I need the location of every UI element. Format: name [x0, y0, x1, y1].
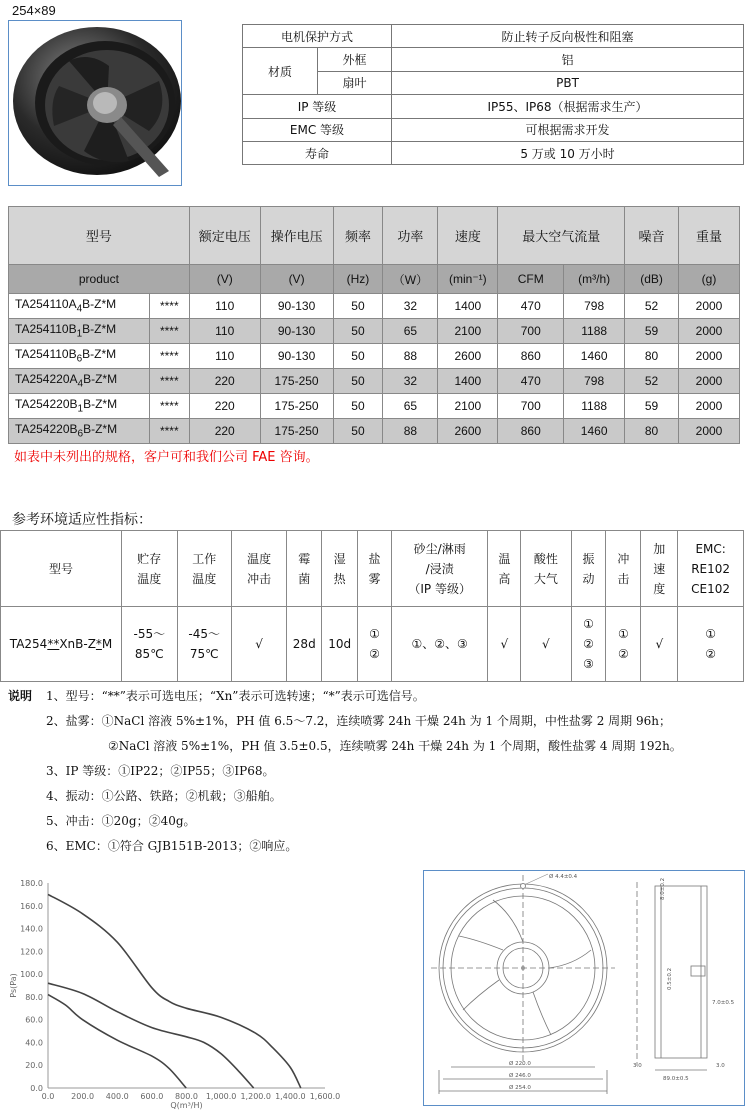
header-power: 功率: [383, 207, 438, 265]
unit-cfm: CFM: [498, 265, 564, 294]
noise-cell: 52: [625, 369, 679, 394]
power-cell: 32: [383, 294, 438, 319]
model-suffix: B-Z*M: [83, 372, 118, 387]
x-tick-label: 1,200.0: [240, 1092, 272, 1101]
y-tick-label: 160.0: [20, 901, 43, 911]
header-frequency: 频率: [333, 207, 383, 265]
m3h-cell: 798: [564, 369, 625, 394]
cell-line: -55〜: [133, 627, 166, 641]
cell-line: ③: [583, 657, 594, 671]
y-tick-label: 120.0: [20, 947, 43, 957]
env-emc-cell: [678, 607, 744, 682]
env-storage-cell: [122, 607, 177, 682]
x-tick-label: 0.0: [41, 1092, 55, 1101]
cell-line: ②: [705, 647, 716, 661]
noise-cell: 80: [625, 419, 679, 444]
model-suffix: B-Z*M: [82, 347, 117, 362]
model-text: TA254110B: [15, 347, 77, 362]
model-cell: [9, 394, 150, 419]
mark-cell: ****: [149, 419, 189, 444]
mark-cell: ****: [149, 319, 189, 344]
power-cell: 32: [383, 369, 438, 394]
speed-cell: 1400: [438, 294, 498, 319]
freq-cell: 50: [333, 344, 383, 369]
model-cell: [9, 294, 150, 319]
unit-m3h: (m³/h): [564, 265, 625, 294]
op-voltage-cell: 90-130: [260, 344, 333, 369]
speed-cell: 2600: [438, 344, 498, 369]
header-line: 击: [617, 571, 630, 586]
noise-cell: 80: [625, 344, 679, 369]
weight-cell: 2000: [679, 394, 740, 419]
env-header-shock-temp: [231, 531, 286, 607]
spec-sub-label: 外框: [318, 48, 392, 71]
series-line-2: [48, 983, 254, 1088]
header-rated-voltage: 额定电压: [189, 207, 260, 265]
env-mold-cell: 28d: [287, 607, 322, 682]
env-model-part: *: [95, 637, 102, 651]
x-tick-label: 400.0: [105, 1092, 129, 1101]
header-line: 振: [582, 551, 595, 566]
table-row: [9, 294, 740, 319]
y-tick-label: 100.0: [20, 970, 43, 980]
mark-cell: ****: [149, 294, 189, 319]
power-cell: 65: [383, 319, 438, 344]
unit-speed: (min⁻¹): [438, 265, 498, 294]
spec-label: 电机保护方式: [243, 25, 392, 48]
env-work-cell: [177, 607, 231, 682]
cell-line: ①: [617, 627, 629, 641]
mark-cell: ****: [149, 369, 189, 394]
op-voltage-cell: 175-250: [260, 419, 333, 444]
spec-value: 可根据需求开发: [392, 118, 744, 141]
dim-depth: 89.0±0.5: [663, 1076, 689, 1082]
y-tick-label: 60.0: [25, 1015, 43, 1025]
x-tick-label: 1,000.0: [205, 1092, 237, 1101]
env-model-part: TA254: [9, 637, 48, 651]
voltage-cell: 220: [189, 369, 260, 394]
series-line-3: [48, 995, 186, 1088]
dim-hole: Ø 4.4±0.4: [549, 874, 578, 880]
header-line: 动: [582, 571, 595, 586]
dim-d1: Ø 220.0: [509, 1061, 531, 1067]
fan-photo-image: [9, 21, 181, 185]
x-tick-label: 1,400.0: [275, 1092, 306, 1101]
header-line: 温度: [247, 551, 272, 566]
spec-row-protection: [243, 25, 744, 48]
header-line: 速: [653, 561, 666, 576]
noise-cell: 59: [625, 319, 679, 344]
env-header-impact: [606, 531, 641, 607]
freq-cell: 50: [333, 319, 383, 344]
table-row: [9, 369, 740, 394]
header-line: 温度: [137, 571, 162, 586]
header-line: 热: [333, 571, 346, 586]
header-line: 霉: [298, 551, 311, 566]
header-line: 雾: [368, 571, 381, 586]
mark-cell: ****: [149, 394, 189, 419]
env-header-mold: [287, 531, 322, 607]
env-model-part: M: [101, 637, 113, 651]
model-suffix: B-Z*M: [82, 297, 117, 312]
weight-cell: 2000: [679, 369, 740, 394]
dimension-drawing: [423, 870, 745, 1106]
model-subscript: 1: [77, 403, 84, 415]
x-tick-label: 200.0: [71, 1092, 95, 1101]
freq-cell: 50: [333, 369, 383, 394]
weight-cell: 2000: [679, 419, 740, 444]
unit-op-voltage: (V): [260, 265, 333, 294]
unit-power: （W）: [383, 265, 438, 294]
performance-chart: [0, 870, 345, 1110]
voltage-cell: 110: [189, 319, 260, 344]
voltage-cell: 110: [189, 344, 260, 369]
x-axis-title: Q(m³/H): [170, 1101, 203, 1110]
m3h-cell: 1460: [564, 344, 625, 369]
header-weight: 重量: [679, 207, 740, 265]
model-subscript: 4: [76, 303, 83, 315]
y-axis-title: Ps(Pa): [9, 973, 18, 998]
header-line: 大气: [533, 571, 558, 586]
header-line: 冲: [617, 551, 630, 566]
mark-cell: ****: [149, 344, 189, 369]
cell-line: ①: [369, 627, 380, 641]
op-voltage-cell: 175-250: [260, 394, 333, 419]
spec-value: 防止转子反向极性和阻塞: [392, 25, 744, 48]
spec-row-ip: [243, 95, 744, 118]
header-line: EMC:: [695, 541, 726, 556]
spec-row-material-frame: [243, 48, 744, 71]
model-text: TA254110B: [15, 322, 77, 337]
cell-line: ②: [617, 647, 629, 661]
spec-value: PBT: [392, 71, 744, 94]
noise-cell: 52: [625, 294, 679, 319]
model-subscript: 6: [76, 353, 83, 365]
header-line: 湿: [333, 551, 346, 566]
env-model-part: XnB-Z: [59, 637, 96, 651]
env-damp-cell: 10d: [322, 607, 358, 682]
header-operating-voltage: 操作电压: [260, 207, 333, 265]
power-cell: 88: [383, 419, 438, 444]
m3h-cell: 798: [564, 294, 625, 319]
x-tick-label: 1,600.0: [309, 1092, 341, 1101]
cell-line: ①: [705, 627, 716, 641]
op-voltage-cell: 90-130: [260, 294, 333, 319]
env-high-temp-cell: √: [488, 607, 521, 682]
model-text: TA254220B: [15, 397, 78, 412]
model-text: TA254110A: [15, 297, 77, 312]
y-tick-label: 180.0: [20, 879, 43, 888]
env-header-dust: [391, 531, 487, 607]
header-line: 贮存: [137, 551, 162, 566]
cfm-cell: 470: [498, 294, 564, 319]
notes-line-3: ②NaCl 溶液 5%±1%，PH 值 3.5±0.5，连续喷雾 24h 干燥 24h 为 1 个周期，酸性盐雾 4 周期 192h。: [108, 739, 682, 753]
notes-line-7: 6、EMC：①符合 GJB151B-2013；②响应。: [46, 839, 298, 853]
product-size-title: 254×89: [12, 3, 56, 18]
header-line: CE102: [691, 581, 731, 596]
header-line: 加: [653, 541, 666, 556]
model-cell: [9, 369, 150, 394]
model-subscript: 4: [77, 378, 84, 390]
env-table-row: [1, 607, 744, 682]
model-suffix: B-Z*M: [82, 322, 117, 337]
env-table: [0, 530, 744, 682]
op-voltage-cell: 90-130: [260, 319, 333, 344]
product-table: [8, 206, 740, 444]
cell-line: ②: [369, 647, 380, 661]
mount-hole: [521, 884, 526, 889]
spec-table: [242, 24, 744, 165]
header-line: /浸渍: [425, 561, 454, 576]
env-header-accel: [641, 531, 678, 607]
header-line: 冲击: [247, 571, 272, 586]
center-dot: [521, 966, 525, 970]
spec-label: 寿命: [243, 141, 392, 164]
env-header-work: [177, 531, 231, 607]
unit-frequency: (Hz): [333, 265, 383, 294]
notes-line-1: [8, 684, 682, 709]
speed-cell: 2600: [438, 419, 498, 444]
m3h-cell: 1460: [564, 419, 625, 444]
model-cell: [9, 344, 150, 369]
header-line: 高: [498, 571, 511, 586]
table-row: [9, 319, 740, 344]
cell-line: 75℃: [189, 647, 219, 661]
model-subscript: 1: [76, 328, 83, 340]
spec-value: 5 万或 10 万小时: [392, 141, 744, 164]
header-line: RE102: [691, 561, 731, 576]
notes-label: 说明: [8, 689, 33, 703]
model-suffix: B-Z*M: [83, 422, 118, 437]
y-tick-label: 40.0: [25, 1038, 43, 1048]
voltage-cell: 110: [189, 294, 260, 319]
dim-side-2: 0.5±0.2: [667, 967, 673, 990]
header-line: 酸性: [533, 551, 558, 566]
x-tick-label: 800.0: [175, 1092, 198, 1101]
cfm-cell: 860: [498, 344, 564, 369]
table-row: [9, 419, 740, 444]
spec-row-life: [243, 141, 744, 164]
product-table-header: [9, 207, 740, 265]
spec-sub-label: 扇叶: [318, 71, 392, 94]
env-section-title: 参考环境适应性指标：: [12, 512, 152, 528]
header-line: 度: [653, 581, 666, 596]
cfm-cell: 700: [498, 319, 564, 344]
power-cell: 65: [383, 394, 438, 419]
env-model-part: **: [47, 637, 60, 651]
model-text: TA254220B: [15, 422, 78, 437]
header-line: 砂尘/淋雨: [413, 541, 466, 556]
spec-row-material-blade: [243, 71, 744, 94]
m3h-cell: 1188: [564, 319, 625, 344]
env-header-high-temp: [488, 531, 521, 607]
model-suffix: B-Z*M: [83, 397, 118, 412]
x-tick-label: 600.0: [140, 1092, 164, 1101]
spec-value: IP55、IP68（根据需求生产）: [392, 95, 744, 118]
note-text: 1、型号：“**”表示可选电压；“Xn”表示可选转速；“*”表示可选信号。: [46, 689, 425, 703]
env-header-emc: [678, 531, 744, 607]
speed-cell: 2100: [438, 319, 498, 344]
header-line: 工作: [192, 551, 217, 566]
env-header-damp: [322, 531, 358, 607]
notes-line-4: 3、IP 等级：①IP22；②IP55；③IP68。: [46, 764, 275, 778]
cell-line: ②: [583, 637, 594, 651]
table-row: [9, 394, 740, 419]
env-header-salt: [358, 531, 392, 607]
speed-cell: 2100: [438, 394, 498, 419]
header-noise: 噪音: [625, 207, 679, 265]
header-line: 盐: [368, 551, 381, 566]
dim-d3: Ø 254.0: [509, 1085, 531, 1091]
env-accel-cell: √: [641, 607, 678, 682]
cell-line: -45〜: [188, 627, 220, 641]
header-speed: 速度: [438, 207, 498, 265]
y-tick-label: 0.0: [30, 1084, 43, 1093]
op-voltage-cell: 175-250: [260, 369, 333, 394]
notes-line-2: 2、盐雾：①NaCl 溶液 5%±1%，PH 值 6.5〜7.2，连续喷雾 24h 干燥 24h 为 1 个周期，中性盐雾 2 周期 96h；: [46, 714, 671, 728]
spec-label: EMC 等级: [243, 118, 392, 141]
model-cell: [9, 319, 150, 344]
env-acid-cell: √: [521, 607, 571, 682]
y-tick-label: 80.0: [25, 992, 43, 1002]
env-header-model: 型号: [1, 531, 122, 607]
header-model: 型号: [9, 207, 190, 265]
notes-section: [8, 684, 682, 859]
env-header-vibration: [571, 531, 606, 607]
header-line: （IP 等级）: [408, 581, 471, 596]
y-tick-label: 140.0: [20, 924, 43, 934]
notes-line-5: 4、振动：①公路、铁路；②机载；③船舶。: [46, 789, 282, 803]
model-cell: [9, 419, 150, 444]
cell-line: ①: [583, 617, 594, 631]
env-impact-cell: [606, 607, 641, 682]
cell-line: 85℃: [134, 647, 164, 661]
header-line: 温: [498, 551, 511, 566]
unit-voltage: (V): [189, 265, 260, 294]
env-salt-cell: [358, 607, 392, 682]
speed-cell: 1400: [438, 369, 498, 394]
spec-value: 铝: [392, 48, 744, 71]
m3h-cell: 1188: [564, 394, 625, 419]
weight-cell: 2000: [679, 344, 740, 369]
unit-noise: (dB): [625, 265, 679, 294]
spec-label: IP 等级: [243, 95, 392, 118]
env-dust-cell: ①、②、③: [391, 607, 487, 682]
env-shock-temp-cell: √: [231, 607, 286, 682]
header-airflow: 最大空气流量: [498, 207, 625, 265]
weight-cell: 2000: [679, 319, 740, 344]
cfm-cell: 860: [498, 419, 564, 444]
spec-label: 材质: [243, 48, 318, 95]
series-line-1: [48, 894, 301, 1088]
dim-side-3: 7.0±0.5: [712, 1000, 735, 1006]
notes-line-6: 5、冲击：①20g；②40g。: [46, 814, 196, 828]
dim-side-1: 8.0±0.2: [660, 877, 666, 900]
voltage-cell: 220: [189, 419, 260, 444]
env-header-storage: [122, 531, 177, 607]
spec-row-emc: [243, 118, 744, 141]
cfm-cell: 700: [498, 394, 564, 419]
y-tick-label: 20.0: [25, 1061, 43, 1071]
model-text: TA254220A: [15, 372, 78, 387]
model-subscript: 6: [77, 428, 84, 440]
unit-product: product: [9, 265, 190, 294]
env-vibration-cell: [571, 607, 606, 682]
freq-cell: 50: [333, 294, 383, 319]
env-model-cell: [1, 607, 122, 682]
dim-side-4: 3.0: [633, 1063, 642, 1069]
freq-cell: 50: [333, 394, 383, 419]
weight-cell: 2000: [679, 294, 740, 319]
voltage-cell: 220: [189, 394, 260, 419]
product-table-units: [9, 265, 740, 294]
spec-note: 如表中未列出的规格，客户可和我们公司 FAE 咨询。: [14, 450, 319, 465]
header-line: 菌: [298, 571, 311, 586]
power-cell: 88: [383, 344, 438, 369]
dim-side-5: 3.0: [716, 1063, 725, 1069]
env-header-acid: [521, 531, 571, 607]
fan-photo: [8, 20, 182, 186]
freq-cell: 50: [333, 419, 383, 444]
noise-cell: 59: [625, 394, 679, 419]
cfm-cell: 470: [498, 369, 564, 394]
unit-weight: (g): [679, 265, 740, 294]
dim-d2: Ø 246.0: [509, 1073, 531, 1079]
table-row: [9, 344, 740, 369]
env-table-header: [1, 531, 744, 607]
header-line: 温度: [192, 571, 217, 586]
